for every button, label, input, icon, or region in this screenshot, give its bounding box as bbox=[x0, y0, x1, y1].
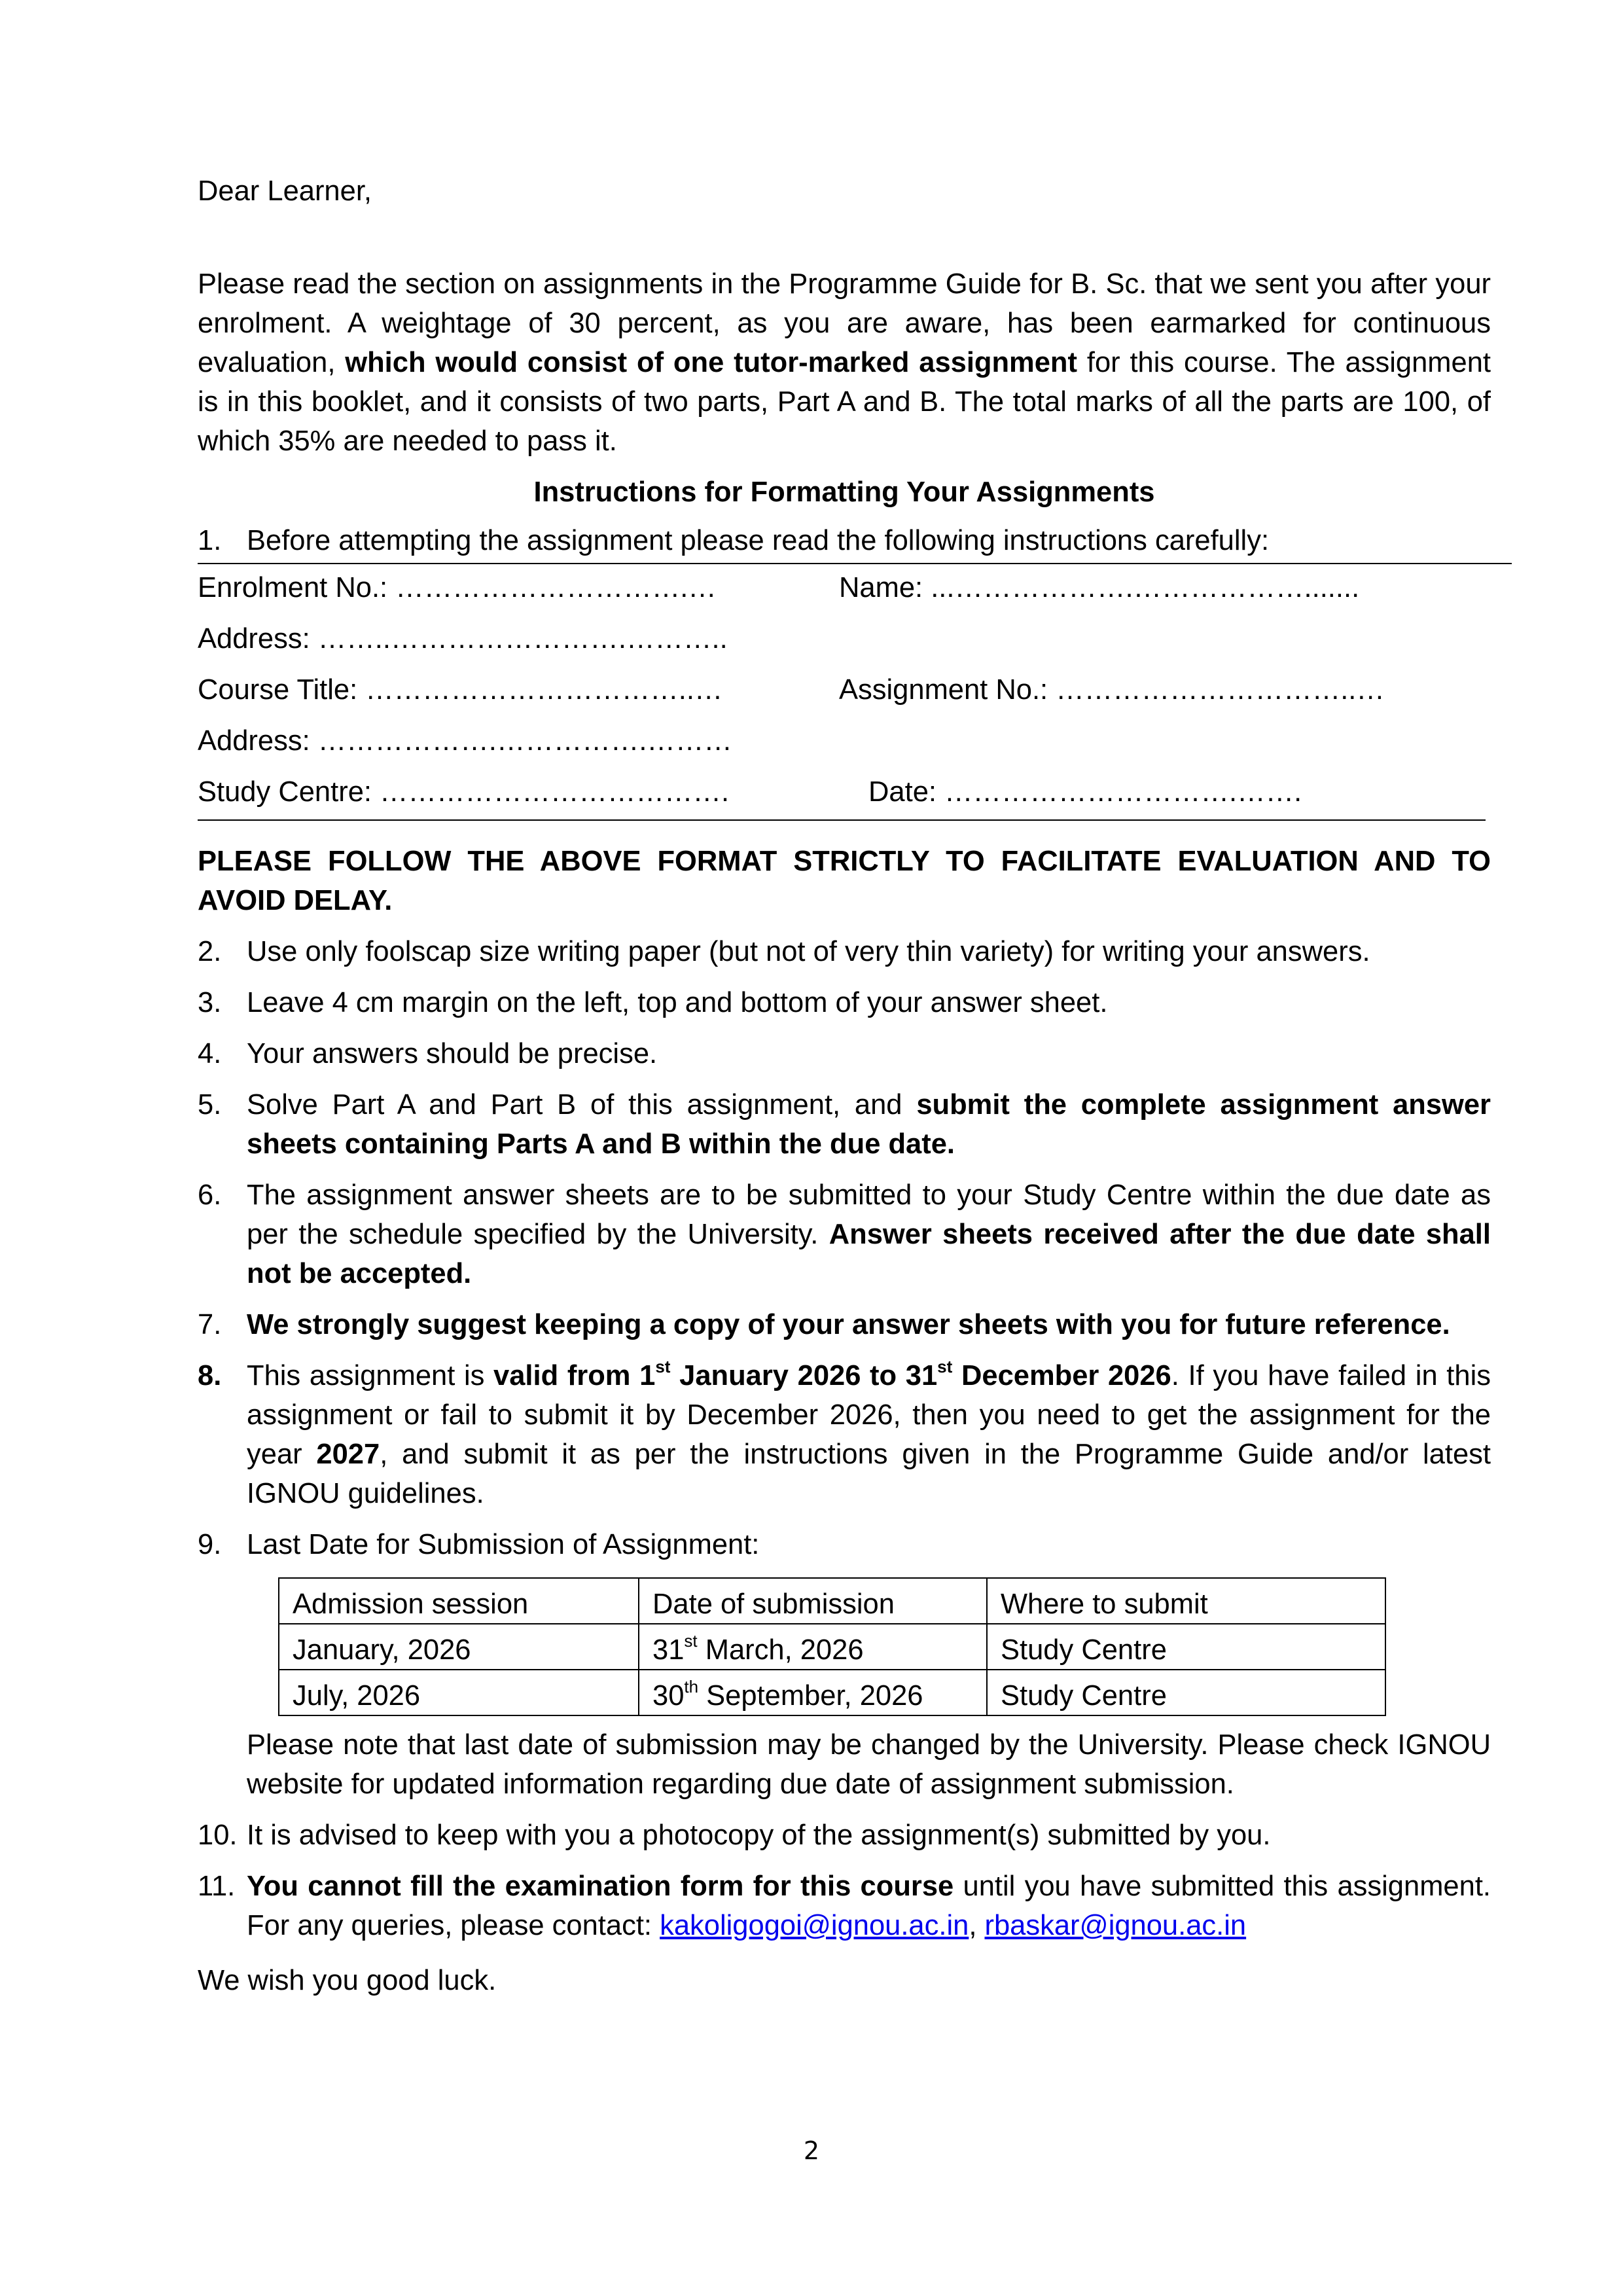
instruction-item-5 bbox=[198, 1085, 1491, 1164]
item-text: Solve Part A and Part B of this assignment, and bbox=[247, 1089, 917, 1121]
page-number: 2 bbox=[803, 2136, 820, 2165]
ordinal-suffix: st bbox=[684, 1630, 698, 1651]
enrolment-field: Enrolment No.: ………………………….… bbox=[198, 572, 717, 603]
item-text: The assignment answer sheets are to be submitted to your Study Centre within the due date as per the schedule specified by the University. bbox=[247, 1179, 1491, 1250]
item-text-3: , and submit it as per the instructions given in the Programme Guide and/or latest IGNOU guidelines. bbox=[247, 1439, 1491, 1509]
ordinal-suffix: st bbox=[937, 1356, 953, 1376]
item-number: 1. bbox=[198, 525, 222, 556]
instruction-item-2 bbox=[198, 932, 1491, 971]
instruction-item-9 bbox=[198, 1525, 1491, 1564]
item-number: 2. bbox=[198, 936, 222, 967]
item-text: It is advised to keep with you a photocopy of the assignment(s) submitted by you. bbox=[247, 1820, 1271, 1851]
item-number: 8. bbox=[198, 1360, 222, 1391]
submission-dates-table bbox=[278, 1577, 1386, 1716]
item-text-2: . If you have failed in this assignment or fail to submit it by December 2026, then you need to get the assignment for the year bbox=[247, 1360, 1491, 1470]
ordinal-suffix: th bbox=[684, 1676, 699, 1696]
intro-bold: which would consist of one tutor-marked assignment bbox=[345, 347, 1077, 378]
item-text: Last Date for Submission of Assignment: bbox=[247, 1529, 760, 1560]
validity-end-text: December 2026 bbox=[952, 1360, 1171, 1391]
item-bold-text: You cannot fill the examination form for this course bbox=[247, 1871, 954, 1902]
table-header-cell: Where to submit bbox=[987, 1578, 1385, 1624]
format-notice: PLEASE FOLLOW THE ABOVE FORMAT STRICTLY TO FACILITATE EVALUATION AND TO AVOID DELAY. bbox=[198, 846, 1491, 916]
instructions-heading: Instructions for Formatting Your Assignments bbox=[533, 476, 1155, 508]
submission-note: Please note that last date of submission may be changed by the University. Please check IGNOU website for updated information regarding due date of assignment submission. bbox=[247, 1729, 1491, 1800]
table-header-cell: Date of submission bbox=[639, 1578, 987, 1624]
form-bottom-rule bbox=[198, 819, 1486, 821]
instruction-item-3 bbox=[198, 983, 1491, 1022]
item-text: Use only foolscap size writing paper (but not of very thin variety) for writing your answers. bbox=[247, 936, 1370, 967]
email-separator: , bbox=[969, 1910, 985, 1941]
course-title-field: Course Title: ……………………………..… bbox=[198, 674, 723, 706]
table-cell-date bbox=[639, 1624, 987, 1670]
study-centre-field: Study Centre: ………………………………. bbox=[198, 776, 730, 808]
item-number: 5. bbox=[198, 1089, 222, 1121]
salutation: Dear Learner, bbox=[198, 175, 372, 207]
closing-line: We wish you good luck. bbox=[198, 1965, 497, 1996]
item-text: Before attempting the assignment please read the following instructions carefully: bbox=[247, 525, 1270, 556]
item-text: Leave 4 cm margin on the left, top and bottom of your answer sheet. bbox=[247, 987, 1108, 1018]
instruction-item-7 bbox=[198, 1305, 1491, 1344]
table-row bbox=[279, 1624, 1385, 1670]
date-rest: September, 2026 bbox=[698, 1680, 923, 1712]
instruction-item-6 bbox=[198, 1175, 1491, 1293]
date-rest: March, 2026 bbox=[697, 1634, 864, 1666]
item-bold-text: We strongly suggest keeping a copy of your answer sheets with you for future reference. bbox=[247, 1309, 1450, 1340]
validity-from-text: valid from 1 bbox=[493, 1360, 656, 1391]
email-link-rbaskar[interactable]: rbaskar@ignou.ac.in bbox=[984, 1910, 1247, 1941]
item-number: 3. bbox=[198, 987, 222, 1018]
item-text: This assignment is bbox=[247, 1360, 494, 1391]
instruction-item-8 bbox=[198, 1356, 1491, 1513]
item-bold-text: Answer sheets received after the due date shall not be accepted. bbox=[247, 1219, 1491, 1289]
assignment-no-field: Assignment No.: …………………………..… bbox=[839, 674, 1385, 706]
item-number: 10. bbox=[198, 1820, 238, 1851]
table-cell-where: Study Centre bbox=[987, 1670, 1385, 1715]
table-cell-date bbox=[639, 1670, 987, 1715]
address-field-1: Address: ……..…………………….……….. bbox=[198, 623, 728, 655]
intro-text-1: Please read the section on assignments in the Programme Guide for B. Sc. that we sent you after your enrolment. A weightage of 30 percent, as you are aware, has been earmarked for continuous evaluation, bbox=[198, 268, 1491, 378]
date-day: 31 bbox=[652, 1634, 685, 1666]
table-cell-session: July, 2026 bbox=[279, 1670, 639, 1715]
date-field: Date: ………………………….……. bbox=[868, 776, 1302, 808]
item-text: Your answers should be precise. bbox=[247, 1038, 658, 1069]
instruction-item-1 bbox=[198, 521, 1491, 560]
item-number: 4. bbox=[198, 1038, 222, 1069]
instruction-item-11 bbox=[198, 1867, 1491, 1945]
intro-paragraph bbox=[198, 264, 1491, 461]
item-number: 11. bbox=[198, 1871, 236, 1902]
table-cell-session: January, 2026 bbox=[279, 1624, 639, 1670]
assignment-header-format bbox=[198, 564, 1491, 819]
ordinal-suffix: st bbox=[655, 1356, 671, 1376]
document-page bbox=[198, 171, 1491, 2000]
item-text: until you have submitted this assignment. For any queries, please contact: bbox=[247, 1871, 1491, 1941]
table-cell-where: Study Centre bbox=[987, 1624, 1385, 1670]
intro-text-2: for this course. The assignment is in this booklet, and it consists of two parts, Part A and B. The total marks of all the parts are 100, of which 35% are needed to pass it. bbox=[198, 347, 1491, 457]
instruction-item-4 bbox=[198, 1034, 1491, 1073]
validity-from bbox=[493, 1356, 1171, 1391]
address-field-2: Address: ……………….…………….……… bbox=[198, 725, 732, 757]
item-number: 6. bbox=[198, 1179, 222, 1211]
validity-to-text: January 2026 to 31 bbox=[670, 1360, 938, 1391]
table-header-cell: Admission session bbox=[279, 1578, 639, 1624]
table-header-row bbox=[279, 1578, 1385, 1624]
item-number: 7. bbox=[198, 1309, 222, 1340]
table-row bbox=[279, 1670, 1385, 1715]
email-link-kakoli[interactable]: kakoligogoi@ignou.ac.in bbox=[660, 1910, 969, 1941]
instruction-item-10 bbox=[198, 1816, 1491, 1855]
name-field: Name: ...……………….………………....... bbox=[839, 572, 1360, 603]
date-day: 30 bbox=[652, 1680, 685, 1712]
item-bold-text: submit the complete assignment answer sheets containing Parts A and B within the due date. bbox=[247, 1089, 1491, 1160]
item-number: 9. bbox=[198, 1529, 222, 1560]
year-bold: 2027 bbox=[316, 1439, 380, 1470]
